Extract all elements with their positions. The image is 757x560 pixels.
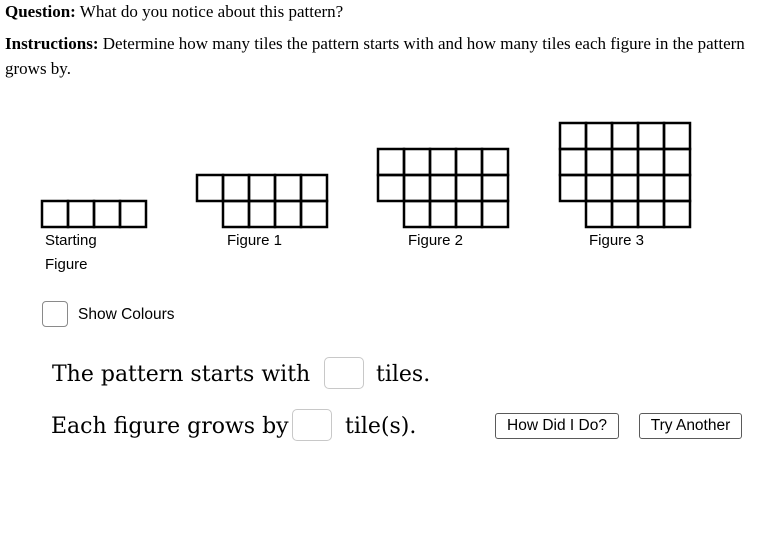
starting-figure-tiles [42, 201, 146, 227]
tile [560, 123, 586, 149]
tile [430, 201, 456, 227]
tile [68, 201, 94, 227]
tile [301, 201, 327, 227]
tile [275, 175, 301, 201]
tile [664, 149, 690, 175]
tile [482, 201, 508, 227]
tile [456, 201, 482, 227]
tile [664, 201, 690, 227]
tile [456, 149, 482, 175]
tile [378, 175, 404, 201]
tile [638, 201, 664, 227]
tile [456, 175, 482, 201]
tile [586, 123, 612, 149]
tile [120, 201, 146, 227]
tile [586, 149, 612, 175]
tile [275, 201, 301, 227]
tile [586, 201, 612, 227]
tile [612, 175, 638, 201]
tile [404, 201, 430, 227]
starting-figure-label [45, 229, 97, 277]
tile [197, 175, 223, 201]
tile [482, 149, 508, 175]
question-label: Question: [5, 2, 76, 21]
tile [301, 175, 327, 201]
starting-figure-label-line2: Figure [45, 256, 88, 273]
instructions-text: Determine how many tiles the pattern starts with and how many tiles each figure in the pattern grows by. [5, 34, 745, 78]
starting-tiles-input[interactable] [324, 357, 364, 389]
growth-tiles-input[interactable] [292, 409, 332, 441]
statement-starts-before: The pattern starts with [52, 362, 311, 387]
figure-1-tiles [197, 175, 327, 227]
tile [249, 175, 275, 201]
tile [664, 123, 690, 149]
tile [223, 201, 249, 227]
show-colours-label[interactable]: Show Colours [78, 306, 175, 323]
starting-figure-label-line1: Starting [45, 232, 97, 249]
figure-2-label: Figure 2 [408, 232, 464, 249]
tile [430, 149, 456, 175]
tile [404, 149, 430, 175]
tile [612, 149, 638, 175]
instructions-label: Instructions: [5, 34, 99, 53]
tile [638, 149, 664, 175]
tile [42, 201, 68, 227]
try-another-button[interactable]: Try Another [639, 413, 742, 439]
statement-starts-after: tiles. [376, 362, 431, 387]
statement-grows-before: Each figure grows by [51, 414, 289, 439]
tile [404, 175, 430, 201]
tile [378, 149, 404, 175]
tile [638, 123, 664, 149]
statement-grows-after: tile(s). [345, 414, 417, 439]
question-text: What do you notice about this pattern? [79, 2, 344, 21]
figure-3-label: Figure 3 [589, 232, 645, 249]
tile [560, 149, 586, 175]
tile [94, 201, 120, 227]
tile [664, 175, 690, 201]
tile [223, 175, 249, 201]
tile [586, 175, 612, 201]
tile [560, 175, 586, 201]
figure-3-tiles [560, 123, 690, 227]
show-colours-checkbox[interactable] [42, 301, 68, 327]
tile [638, 175, 664, 201]
tile [482, 175, 508, 201]
tile [612, 201, 638, 227]
tile [249, 201, 275, 227]
tile [612, 123, 638, 149]
tile [430, 175, 456, 201]
figure-2-tiles [378, 149, 508, 227]
figure-1-label: Figure 1 [227, 232, 283, 249]
how-did-i-do-button[interactable]: How Did I Do? [495, 413, 619, 439]
